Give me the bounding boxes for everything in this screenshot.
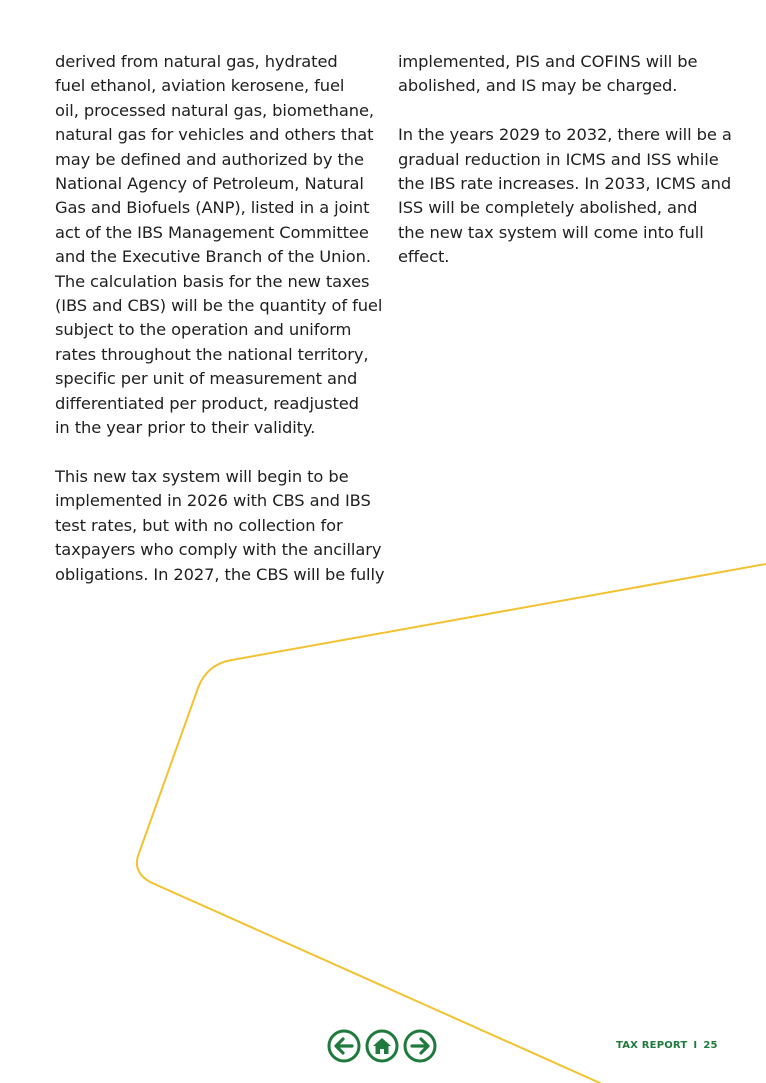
arrow-right-circle-icon[interactable] [403, 1029, 437, 1063]
home-circle-icon[interactable] [365, 1029, 399, 1063]
text-line: National Agency of Petroleum, Natural [55, 174, 364, 194]
paragraph-transition-2029-2033 [398, 123, 732, 269]
text-line: the new tax system will come into full [398, 222, 704, 242]
text-line: specific per unit of measurement and [55, 369, 358, 389]
paragraph-spacer [398, 99, 714, 123]
text-line: implemented in 2026 with CBS and IBS [55, 491, 371, 511]
text-line: implemented, PIS and COFINS will be [398, 52, 698, 71]
left-text-column [55, 50, 385, 587]
text-line: ISS will be completely abolished, and [398, 198, 698, 218]
text-line: In the years 2029 to 2032, there will be a [398, 125, 732, 145]
text-line: fuel ethanol, aviation kerosene, fuel [55, 76, 345, 96]
text-line: derived from natural gas, hydrated [55, 52, 338, 71]
text-line: subject to the operation and uniform [55, 320, 352, 340]
right-text-column [398, 50, 732, 270]
text-line: The calculation basis for the new taxes [55, 271, 370, 291]
page-footer [616, 1040, 718, 1051]
text-line: abolished, and IS may be charged. [398, 76, 678, 96]
paragraph-implementation-2026 [55, 465, 385, 587]
text-line: This new tax system will begin to be [55, 466, 349, 486]
text-line: Gas and Biofuels (ANP), listed in a joint [55, 198, 370, 218]
text-line: effect. [398, 247, 450, 267]
text-line: oil, processed natural gas, biomethane, [55, 100, 374, 120]
text-line: gradual reduction in ICMS and ISS while [398, 149, 719, 169]
text-line: (IBS and CBS) will be the quantity of fuel [55, 296, 383, 316]
text-line: test rates, but with no collection for [55, 515, 343, 535]
text-line: in the year prior to their validity. [55, 418, 316, 438]
paragraph-implementation-continued [398, 50, 714, 99]
text-line: and the Executive Branch of the Union. [55, 247, 371, 267]
footer-separator: I [693, 1040, 698, 1051]
report-label: TAX REPORT [616, 1040, 688, 1051]
text-line: may be defined and authorized by the [55, 149, 364, 169]
text-line: the IBS rate increases. In 2033, ICMS and [398, 174, 732, 194]
text-line: act of the IBS Management Committee [55, 222, 369, 242]
paragraph-spacer [55, 441, 371, 465]
page-navigation [327, 1029, 437, 1063]
text-line: obligations. In 2027, the CBS will be fully [55, 564, 385, 584]
text-line: natural gas for vehicles and others that [55, 125, 374, 145]
text-line: rates throughout the national territory, [55, 344, 369, 364]
paragraph-fuel-taxes [55, 50, 383, 441]
text-line: differentiated per product, readjusted [55, 393, 359, 413]
text-line: taxpayers who comply with the ancillary [55, 540, 382, 560]
arrow-left-circle-icon[interactable] [327, 1029, 361, 1063]
page-number: 25 [703, 1040, 718, 1051]
